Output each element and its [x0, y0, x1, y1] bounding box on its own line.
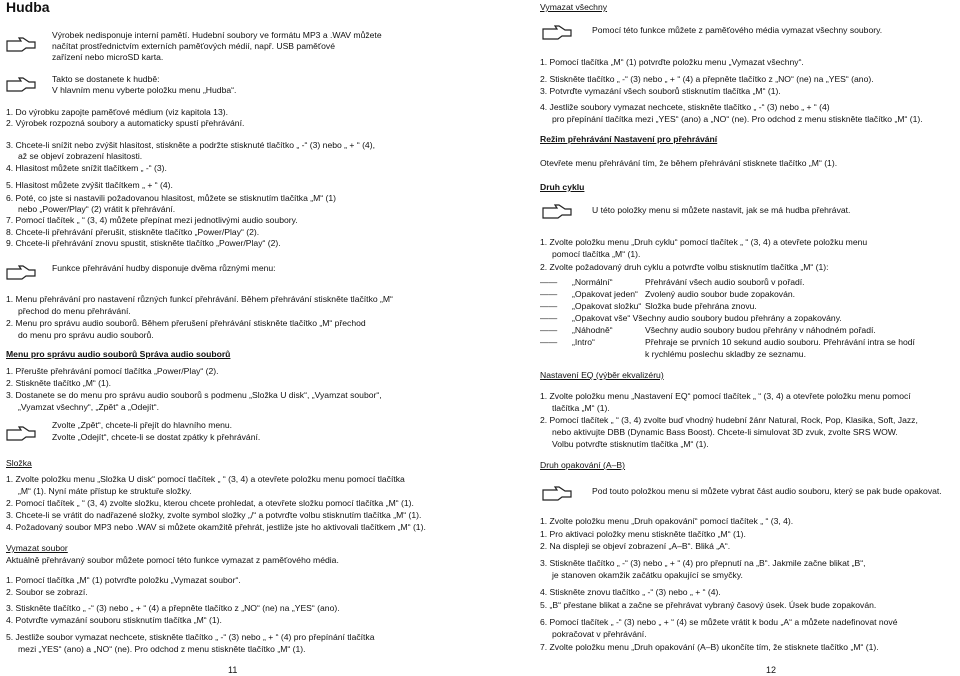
eq-1: 1. Zvolte položku menu „Nastavení EQ“ pomocí tlačítek „ “ (3, 4) a otevřete položku menu pomocí — [540, 391, 911, 401]
eq-1-cont: tlačítka „M“ (1). — [552, 403, 610, 413]
intro-line-3: zařízení nebo microSD karta. — [52, 52, 164, 62]
dash: —— — [540, 325, 558, 335]
delete-intro: Aktuálně přehrávaný soubor můžete pomocí této funkce vymazat z paměťového média. — [6, 555, 339, 565]
intro-line-1: Výrobek nedisponuje interní pamětí. Hudební soubory ve formátu MP3 a .WAV můžete — [52, 30, 382, 40]
step-5: 5. Hlasitost můžete zvýšit tlačítkem „ + “ (4). — [6, 180, 173, 190]
cycle-opt-val: Zvolený audio soubor bude zopakován. — [645, 289, 796, 299]
page-number-left: 11 — [228, 665, 238, 675]
pointing-hand-icon — [6, 36, 36, 52]
cycle-heading: Druh cyklu — [540, 182, 585, 192]
pointing-hand-icon — [542, 485, 572, 501]
delete-heading: Vymazat soubor — [6, 543, 68, 553]
playmenu-intro: Otevřete menu přehrávání tím, že během přehrávání stisknete tlačítko „M“ (1). — [540, 158, 838, 168]
cycle-step-1-cont: pomocí tlačítka „M“ (1). — [552, 249, 641, 259]
howto-line-2: V hlavním menu vyberte položku menu „Hudba“. — [52, 85, 237, 95]
manage-3: 3. Dostanete se do menu pro správu audio souborů s podmenu „Složka U disk“, „Vyamzat soubor“, — [6, 390, 382, 400]
pointing-hand-icon — [6, 264, 36, 280]
dash: —— — [540, 337, 558, 347]
dash: —— — [540, 301, 558, 311]
cycle-opt-key: „Opakovat složku“ — [572, 301, 642, 311]
pointing-hand-icon — [6, 425, 36, 441]
cycle-opt-val: Přehraje se prvních 10 sekund audio souboru. Přehrávání intra se hodí — [645, 337, 915, 347]
menu-2-cont: do menu pro správu audio souborů. — [18, 330, 154, 340]
ab-2: 2. Na displeji se objeví zobrazení „A–B“. Bliká „A“. — [540, 541, 731, 551]
intro-line-2: načítat prostřednictvím externích paměťových médií, např. USB paměťové — [52, 41, 336, 51]
intro-cont: k rychlému poslechu skladby ze seznamu. — [645, 349, 806, 359]
step-7: 7. Pomocí tlačítek „ “ (3, 4) můžete přepínat mezi jednotlivými audio soubory. — [6, 215, 298, 225]
delete-4: 4. Potvrďte vymazání souboru stisknutím tlačítka „M“ (1). — [6, 615, 222, 625]
ab-5: 5. „B“ přestane blikat a začne se přehrávat vybraný časový úsek. Úsek bude zopakován. — [540, 600, 877, 610]
step-4: 4. Hlasitost můžete snížit tlačítkem „ -“ (3). — [6, 163, 167, 173]
delall-note: Pomocí této funkce můžete z paměťového média vymazat všechny soubory. — [592, 25, 883, 35]
step-2: 2. Výrobek rozpozná soubory a automaticky spustí přehrávání. — [6, 118, 245, 128]
delall-heading: Vymazat všechny — [540, 2, 608, 12]
ab-1b: 1. Pro aktivaci položky menu stiskněte tlačítko „M“ (1). — [540, 529, 746, 539]
ab-heading: Druh opakování (A–B) — [540, 460, 626, 470]
step-3: 3. Chcete-li snížit nebo zvýšit hlasitost, stiskněte a podržte stisknuté tlačítko „ -“ (3) nebo „ + “ (4), — [6, 140, 375, 150]
dash: —— — [540, 289, 558, 299]
ab-4: 4. Stiskněte znovu tlačítko „ -“ (3) nebo „ + “ (4). — [540, 587, 721, 597]
menu-2: 2. Menu pro správu audio souborů. Během přerušení přehrávání stiskněte tlačítko „M“ přechod — [6, 318, 366, 328]
delall-4-cont: pro přepínání tlačítka mezi „YES“ (ano) a „NO“ (ne). Pro odchod z menu stiskněte tlačítko „M“ (1). — [552, 114, 923, 124]
ab-3: 3. Stiskněte tlačítko „ -“ (3) nebo „ + “ (4) pro přepnutí na „B“. Jakmile začne blikat „B“, — [540, 558, 866, 568]
step-6: 6. Poté, co jste si nastavili požadovanou hlasitost, můžete se stisknutím tlačítka „M“ (1) — [6, 193, 337, 203]
cycle-opt-key: „Náhodně“ — [572, 325, 613, 335]
howto-line-1: Takto se dostanete k hudbě: — [52, 74, 160, 84]
functions-note: Funkce přehrávání hudby disponuje dvěma různými menu: — [52, 263, 276, 273]
ab-7: 7. Zvolte položku menu „Druh opakování (A–B) ukončíte tím, že stisknete tlačítko „M“ (1). — [540, 642, 879, 652]
manage-heading: Menu pro správu audio souborů Správa audio souborů — [6, 349, 231, 359]
cycle-opt-key: „Opakovat vše“ Všechny audio soubory budou přehrány a zopakovány. — [572, 313, 842, 323]
ab-3-cont: je stanoven okamžik začátku opakující se smyčky. — [552, 570, 743, 580]
cycle-step-2: 2. Zvolte požadovaný druh cyklu a potvrďte volbu stisknutím tlačítka „M“ (1): — [540, 262, 829, 272]
cycle-opt-key: „Intro“ — [572, 337, 595, 347]
delall-2: 2. Stiskněte tlačítko „ -“ (3) nebo „ + “ (4) a přepněte tlačítko z „NO“ (ne) na „YES“ (ano). — [540, 74, 874, 84]
step-1: 1. Do výrobku zapojte paměťové médium (viz kapitola 13). — [6, 107, 228, 117]
folder-3: 3. Chcete-li se vrátit do nadřazené složky, zvolte symbol složky „/“ a potvrďte volbu stisknutím tlačítka „M“ (1). — [6, 510, 422, 520]
menu-1: 1. Menu přehrávání pro nastavení různých funkcí přehrávání. Během přehrávání stiskněte tlačítko „M“ — [6, 294, 393, 304]
delete-3: 3. Stiskněte tlačítko „ -“ (3) nebo „ + “ (4) a přepněte tlačítko z „NO“ (ne) na „YES“ (ano). — [6, 603, 340, 613]
delete-5: 5. Jestliže soubor vymazat nechcete, stiskněte tlačítko „ -“ (3) nebo „ + “ (4) pro přepínání tlačítka — [6, 632, 375, 642]
eq-2-cont: Volbu potvrďte stisknutím tlačítka „M“ (1). — [552, 439, 709, 449]
back-note-1: Zvolte „Zpět“, chcete-li přejít do hlavního menu. — [52, 420, 233, 430]
step-3-cont: až se objeví zobrazení hlasitosti. — [18, 151, 143, 161]
folder-1: 1. Zvolte položku menu „Složka U disk“ pomocí tlačítek „ “ (3, 4) a otevřete položku menu pomocí tlačítka — [6, 474, 405, 484]
manage-3-cont: „Vyamzat všechny“, „Zpět“ a „Odejít“. — [18, 402, 160, 412]
page-title: Hudba — [6, 0, 50, 15]
pointing-hand-icon — [542, 24, 572, 40]
ab-1: 1. Zvolte položku menu „Druh opakování“ pomocí tlačítek „ “ (3, 4). — [540, 516, 794, 526]
delall-3: 3. Potvrďte vymazání všech souborů stisknutím tlačítka „M“ (1). — [540, 86, 781, 96]
delall-4: 4. Jestliže soubory vymazat nechcete, stiskněte tlačítko „ -“ (3) nebo „ + “ (4) — [540, 102, 830, 112]
eq-2-cont: nebo aktivujte DBB (Dynamic Bass Boost). Chcete-li simulovat 3D zvuk, zvolte SRS WOW. — [552, 427, 898, 437]
cycle-opt-key: „Opakovat jeden“ — [572, 289, 638, 299]
step-9: 9. Chcete-li přehrávání znovu spustit, stiskněte tlačítko „Power/Play“ (2). — [6, 238, 281, 248]
dash: —— — [540, 313, 558, 323]
folder-2: 2. Pomocí tlačítek „ “ (3, 4) zvolte složku, kterou chcete prohledat, a otevřete složku pomocí tlačítka „M“ (1). — [6, 498, 414, 508]
eq-heading: Nastavení EQ (výběr ekvalizéru) — [540, 370, 664, 380]
pointing-hand-icon — [6, 76, 36, 92]
delete-5-cont: mezi „YES“ (ano) a „NO“ (ne). Pro odchod z menu stiskněte tlačítko „M“ (1). — [18, 644, 306, 654]
delete-1: 1. Pomocí tlačítka „M“ (1) potvrďte položku „Vymazat soubor“. — [6, 575, 241, 585]
eq-2: 2. Pomocí tlačítek „ “ (3, 4) zvolte buď vhodný hudební žánr Natural, Rock, Pop, Klasika, Soft, Jazz, — [540, 415, 918, 425]
cycle-opt-key: „Normální“ — [572, 277, 613, 287]
cycle-opt-val: Všechny audio soubory budou přehrány v náhodném pořadí. — [645, 325, 876, 335]
page-number-right: 12 — [766, 665, 777, 675]
folder-1-cont: „M“ (1). Nyní máte přístup ke struktuře složky. — [18, 486, 192, 496]
delete-2: 2. Soubor se zobrazí. — [6, 587, 88, 597]
manage-1: 1. Přerušte přehrávání pomocí tlačítka „Power/Play“ (2). — [6, 366, 219, 376]
manage-2: 2. Stiskněte tlačítko „M“ (1). — [6, 378, 112, 388]
cycle-note: U této položky menu si můžete nastavit, jak se má hudba přehrávat. — [592, 205, 851, 215]
delall-1: 1. Pomocí tlačítka „M“ (1) potvrďte položku menu „Vymazat všechny“. — [540, 57, 804, 67]
cycle-step-1: 1. Zvolte položku menu „Druh cyklu“ pomocí tlačítek „ “ (3, 4) a otevřete položku menu — [540, 237, 868, 247]
menu-1-cont: přechod do menu přehrávání. — [18, 306, 131, 316]
back-note-2: Zvolte „Odejít“, chcete-li se dostat zpátky k přehrávání. — [52, 432, 261, 442]
ab-6: 6. Pomocí tlačítek „ -“ (3) nebo „ + “ (4) se můžete vrátit k bodu „A“ a můžete nadefinovat nové — [540, 617, 898, 627]
folder-heading: Složka — [6, 458, 32, 468]
cycle-opt-val: Přehrávání všech audio souborů v pořadí. — [645, 277, 805, 287]
step-8: 8. Chcete-li přehrávání přerušit, stiskněte tlačítko „Power/Play“ (2). — [6, 227, 260, 237]
cycle-opt-val: Složka bude přehrána znovu. — [645, 301, 757, 311]
ab-note: Pod touto položkou menu si můžete vybrat část audio souboru, který se pak bude opakovat. — [592, 486, 942, 496]
dash: —— — [540, 277, 558, 287]
playmenu-heading: Režim přehrávání Nastavení pro přehrávání — [540, 134, 718, 144]
step-6-cont: nebo „Power/Play“ (2) vrátit k přehrávání. — [18, 204, 176, 214]
folder-4: 4. Požadovaný soubor MP3 nebo .WAV si můžete okamžitě přehrát, jestliže jste ho aktivovali tlačítkem „M“ (1). — [6, 522, 426, 532]
ab-6-cont: pokračovat v přehrávání. — [552, 629, 647, 639]
pointing-hand-icon — [542, 203, 572, 219]
